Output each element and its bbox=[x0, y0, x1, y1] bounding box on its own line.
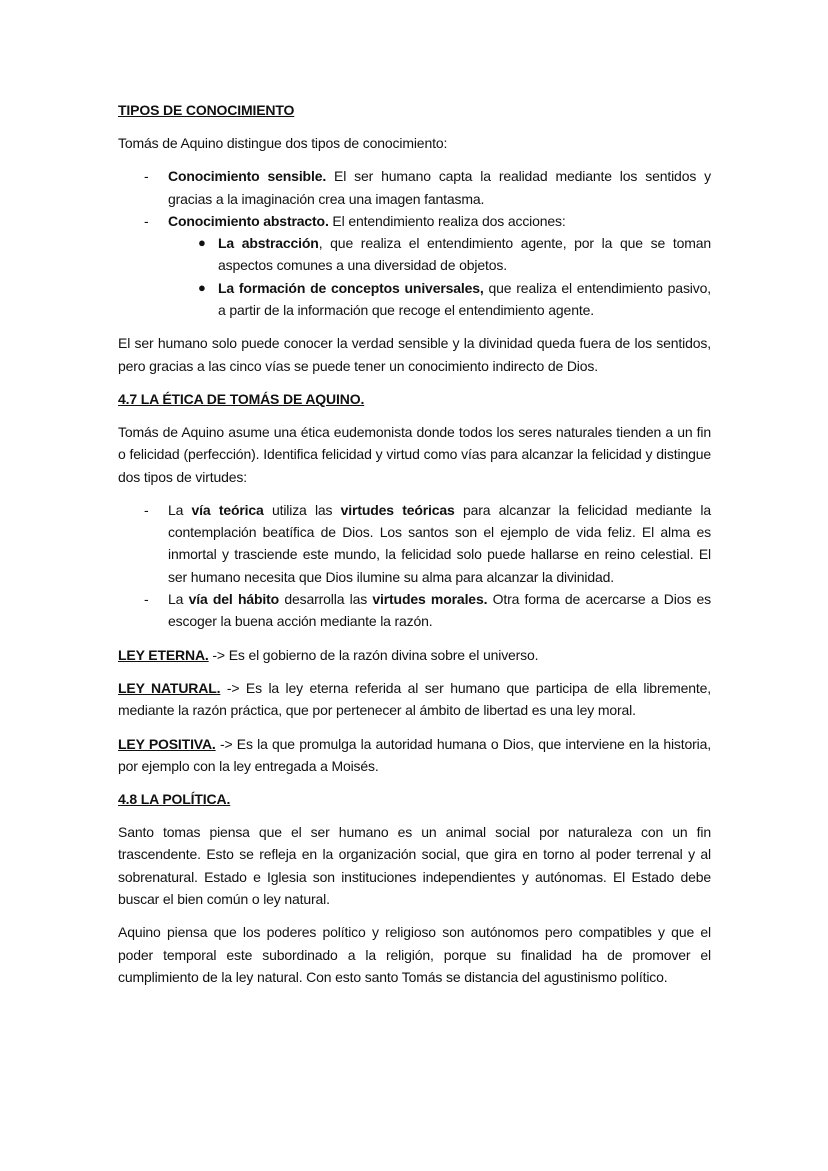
item-text: El entendimiento realiza dos acciones: bbox=[328, 212, 566, 229]
bold-term: Conocimiento sensible. bbox=[168, 168, 327, 185]
virtues-list bbox=[118, 499, 711, 633]
sub-list-item bbox=[168, 277, 711, 322]
paragraph: Aquino piensa que los poderes político y religioso son autónomos pero compatibles y que el poder temporal este subordinado a la religión, porque su finalidad ha de promover el cumplimiento de la ley natural. Con esto santo Tomás se distancia del agustinismo político. bbox=[118, 924, 711, 985]
paragraph: Tomás de Aquino asume una ética eudemonista donde todos los seres naturales tienden a un fin o felicidad (perfección). Identifica felicidad y virtud como vías para alcanzar la felicidad y distingue dos tipos de virtudes: bbox=[118, 423, 711, 485]
law-eterna bbox=[118, 644, 711, 666]
paragraph: Santo tomas piensa que el ser humano es un animal social por naturaleza con un fin trascendente. Esto se refleja en la organización social, que gira en torno al poder terrenal y al sobrenatural. Estado e Iglesia son instituciones independientes y autónomas. El Estado debe buscar el bien común o ley natural. bbox=[118, 824, 711, 908]
bold-term: La abstracción bbox=[218, 235, 319, 252]
text: La bbox=[168, 501, 192, 518]
bold-term: vía del hábito bbox=[188, 591, 280, 608]
paragraph: Tomás de Aquino distingue dos tipos de conocimiento: bbox=[118, 135, 448, 151]
list-item bbox=[118, 499, 711, 588]
dash-marker: - bbox=[144, 501, 149, 518]
law-label: LEY ETERNA. bbox=[118, 646, 209, 663]
heading-etica: 4.7 LA ÉTICA DE TOMÁS DE AQUINO. bbox=[118, 390, 365, 407]
text: Otra forma de acercarse a Dios es escoger la buena acción mediante la razón. bbox=[168, 591, 711, 630]
bold-term: virtudes teóricas bbox=[340, 501, 455, 518]
bold-term: virtudes morales. bbox=[372, 591, 488, 608]
bold-term: vía teórica bbox=[191, 501, 264, 518]
heading-politica: 4.8 LA POLÍTICA. bbox=[118, 791, 231, 808]
knowledge-list bbox=[118, 165, 711, 321]
law-label: LEY NATURAL. bbox=[118, 679, 221, 696]
bullet-marker: ● bbox=[198, 235, 206, 251]
law-text: -> Es la ley eterna referida al ser humano que participa de ella libremente, mediante la razón práctica, que por pertenecer al ámbito de libertad es una ley moral. bbox=[118, 679, 711, 719]
heading-tipos-conocimiento: TIPOS DE CONOCIMIENTO bbox=[118, 102, 295, 118]
bold-term: Conocimiento abstracto. bbox=[168, 212, 329, 229]
law-positiva bbox=[118, 733, 711, 778]
text: para alcanzar la felicidad mediante la contemplación beatífica de Dios. Los santos son el ejemplo de vida feliz. El alma es inmortal y trasciende este mundo, la felicidad solo puede hallarse en reino celestial. El ser humano necesita que Dios ilumine su alma para alcanzar la divinidad. bbox=[168, 501, 712, 585]
document-page bbox=[118, 99, 711, 999]
dash-marker: - bbox=[144, 212, 149, 229]
sub-list-item bbox=[168, 232, 711, 277]
item-text: El ser humano capta la realidad mediante los sentidos y gracias a la imaginación crea una imagen fantasma. bbox=[168, 168, 711, 207]
text: La bbox=[168, 591, 189, 608]
paragraph: El ser humano solo puede conocer la verdad sensible y la divinidad queda fuera de los sentidos, pero gracias a las cinco vías se puede tener un conocimiento indirecto de Dios. bbox=[118, 335, 711, 374]
item-text: , que realiza el entendimiento agente, por la que se toman aspectos comunes a una diversidad de objetos. bbox=[218, 235, 711, 274]
item-text: que realiza el entendimiento pasivo, a partir de la información que recoge el entendimiento agente. bbox=[218, 279, 711, 319]
bold-term: La formación de conceptos universales, bbox=[218, 279, 484, 296]
law-natural bbox=[118, 677, 711, 722]
bullet-marker: ● bbox=[198, 279, 206, 295]
dash-marker: - bbox=[144, 591, 149, 608]
dash-marker: - bbox=[144, 168, 149, 185]
text: utiliza las bbox=[263, 501, 341, 518]
list-item bbox=[118, 588, 711, 633]
sub-list bbox=[168, 232, 711, 321]
text: desarrolla las bbox=[279, 591, 373, 608]
law-text: -> Es la que promulga la autoridad humana o Dios, que interviene en la historia, por ejemplo con la ley entregada a Moisés. bbox=[118, 735, 711, 774]
list-item bbox=[118, 165, 711, 210]
law-label: LEY POSITIVA. bbox=[118, 735, 216, 752]
law-text: -> Es el gobierno de la razón divina sobre el universo. bbox=[208, 646, 539, 663]
list-item bbox=[118, 210, 711, 321]
